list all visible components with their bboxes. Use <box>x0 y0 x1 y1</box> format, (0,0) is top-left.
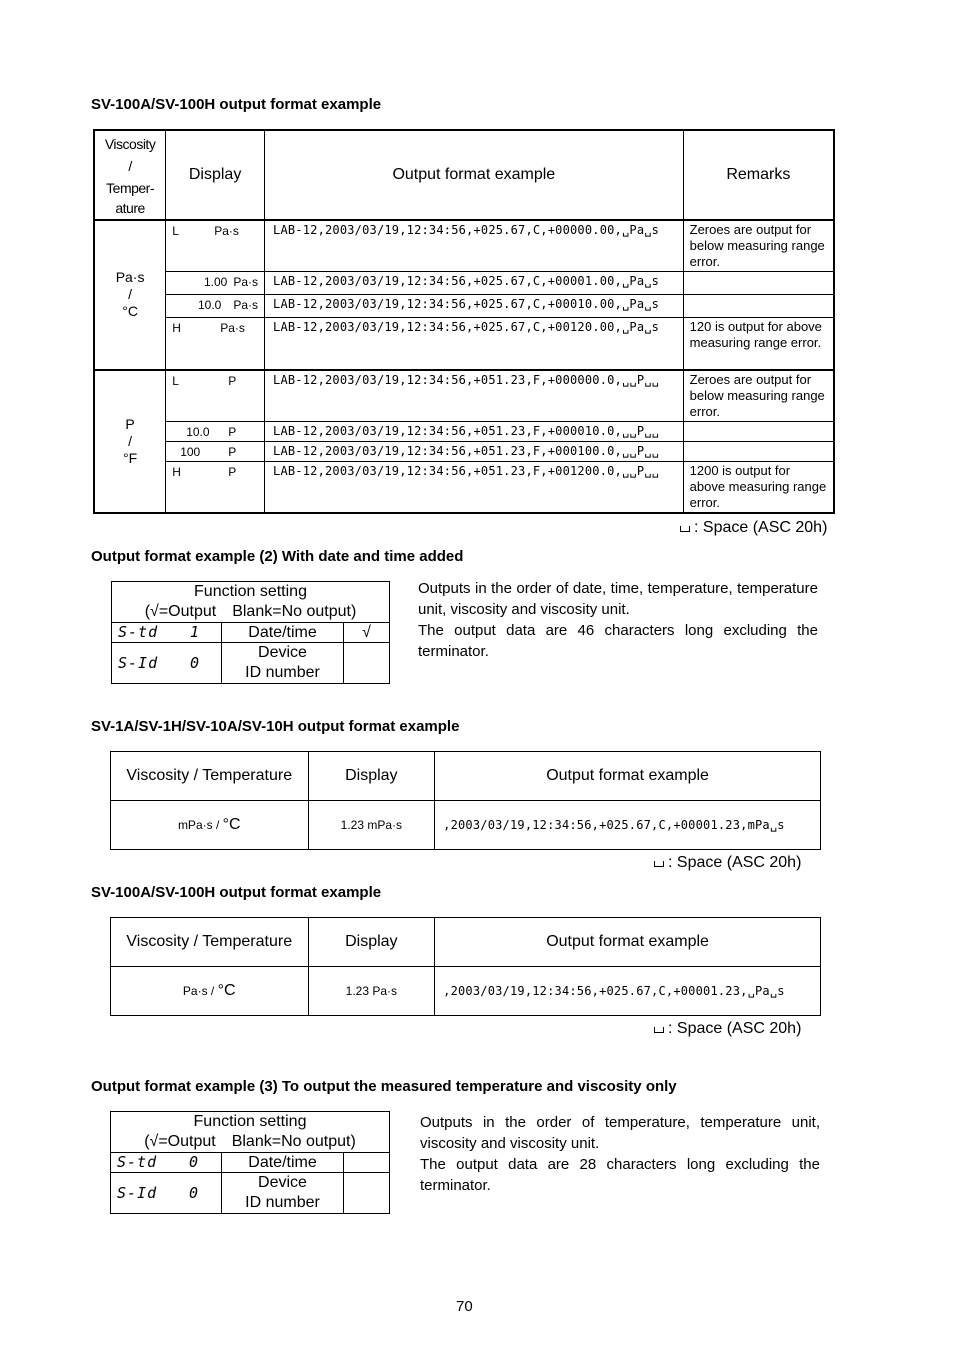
check-mark <box>344 1173 390 1214</box>
lcd-value: 0 <box>189 1183 200 1202</box>
table-row: Pa·s / °C L Pa·s LAB-12,2003/03/19,12:34:56,+025.67,C,+00000.00,␣Pa␣s Zeroes are output for below measuring range error. <box>94 220 834 272</box>
table-row: P / °F L P LAB-12,2003/03/19,12:34:56,+051.23,F,+000000.0,␣␣P␣␣ Zeroes are output for below measuring range error. <box>94 370 834 422</box>
lcd-code: S-td <box>117 1153 158 1171</box>
unit-cell-pa-s: Pa·s / °C <box>94 220 166 370</box>
remark <box>683 295 834 318</box>
lcd-value: 0 <box>189 1153 200 1171</box>
display-value: 1.23 Pa·s <box>308 967 435 1016</box>
unit-cell-p: P / °F <box>94 370 166 514</box>
table-row: H P LAB-12,2003/03/19,12:34:56,+051.23,F,+001200.0,␣␣P␣␣ 1200 is output for above measuring range error. <box>94 461 834 513</box>
header-output-format: Output format example <box>265 130 684 220</box>
section-title: Output format example (3) To output the measured temperature and viscosity only <box>91 1078 677 1095</box>
table-row: 10.0 Pa·s LAB-12,2003/03/19,12:34:56,+025.67,C,+00010.00,␣Pa␣s <box>94 295 834 318</box>
remark <box>683 441 834 461</box>
output-format-table-small <box>110 917 821 1016</box>
table-row: 10.0 P LAB-12,2003/03/19,12:34:56,+051.23,F,+000010.0,␣␣P␣␣ <box>94 421 834 441</box>
space-symbol-icon <box>680 526 690 532</box>
space-note: : Space (ASC 20h) <box>650 854 801 872</box>
lcd-value: 1 <box>190 623 201 641</box>
table-row <box>112 643 390 684</box>
lcd-code: S-td <box>118 623 159 641</box>
section-title: SV-100A/SV-100H output format example <box>91 96 382 113</box>
output-format-table-small <box>110 751 821 850</box>
table-row: 1.00 Pa·s LAB-12,2003/03/19,12:34:56,+025.67,C,+00001.00,␣Pa␣s <box>94 272 834 295</box>
function-setting-table <box>110 1111 390 1214</box>
section-title: SV-100A/SV-100H output format example <box>91 884 382 901</box>
table-row <box>111 967 821 1016</box>
output-format-table <box>93 129 835 514</box>
header-output-format: Output format example <box>435 752 821 801</box>
header-output-format: Output format example <box>435 918 821 967</box>
table-row <box>111 801 821 850</box>
setting-label: Date/time <box>222 1153 344 1173</box>
description: Outputs in the order of temperature, temperature unit, viscosity and viscosity unit. The output data are 28 characters long excluding the terminator. <box>420 1114 820 1194</box>
unit-cell: mPa·s / °C <box>111 801 309 850</box>
space-symbol-icon <box>654 1027 664 1033</box>
lcd-code: S-Id <box>118 653 159 672</box>
remark: 120 is output for above measuring range error. <box>683 318 834 370</box>
function-setting-header: Function setting (√=Output Blank=No output) <box>111 1112 390 1153</box>
space-note: : Space (ASC 20h) <box>650 1020 801 1038</box>
unit-cell: Pa·s / °C <box>111 967 309 1016</box>
output-example: LAB-12,2003/03/19,12:34:56,+025.67,C,+00000.00,␣Pa␣s <box>265 220 684 272</box>
table-row <box>112 623 390 643</box>
output-example: LAB-12,2003/03/19,12:34:56,+051.23,F,+000100.0,␣␣P␣␣ <box>265 441 684 461</box>
header-viscosity-temperature: Viscosity / Temperature <box>111 752 309 801</box>
setting-label: Device ID number <box>222 1173 344 1214</box>
space-note: : Space (ASC 20h) <box>676 519 827 537</box>
header-display: Display <box>308 752 435 801</box>
output-example: LAB-12,2003/03/19,12:34:56,+051.23,F,+000010.0,␣␣P␣␣ <box>265 421 684 441</box>
table-row: H Pa·s LAB-12,2003/03/19,12:34:56,+025.67,C,+00120.00,␣Pa␣s 120 is output for above measuring range error. <box>94 318 834 370</box>
space-symbol-icon <box>654 861 664 867</box>
header-display: Display <box>308 918 435 967</box>
output-example: ,2003/03/19,12:34:56,+025.67,C,+00001.23,␣Pa␣s <box>435 967 821 1016</box>
remark <box>683 272 834 295</box>
output-example: ,2003/03/19,12:34:56,+025.67,C,+00001.23,mPa␣s <box>435 801 821 850</box>
check-mark <box>344 1153 390 1173</box>
remark <box>683 421 834 441</box>
display-value: 1.23 mPa·s <box>308 801 435 850</box>
table-row: 100 P LAB-12,2003/03/19,12:34:56,+051.23,F,+000100.0,␣␣P␣␣ <box>94 441 834 461</box>
section-title: Output format example (2) With date and time added <box>91 548 464 565</box>
description: Outputs in the order of date, time, temperature, temperature unit, viscosity and viscosity unit. The output data are 46 characters long excluding the terminator. <box>418 580 818 660</box>
page-number: 70 <box>456 1298 473 1315</box>
remark: Zeroes are output for below measuring range error. <box>683 220 834 272</box>
lcd-code: S-Id <box>117 1183 158 1202</box>
header-remarks: Remarks <box>683 130 834 220</box>
remark: Zeroes are output for below measuring range error. <box>683 370 834 422</box>
output-example: LAB-12,2003/03/19,12:34:56,+025.67,C,+00001.00,␣Pa␣s <box>265 272 684 295</box>
output-example: LAB-12,2003/03/19,12:34:56,+051.23,F,+000000.0,␣␣P␣␣ <box>265 370 684 422</box>
header-display: Display <box>166 130 265 220</box>
function-setting-table <box>111 581 390 684</box>
output-example: LAB-12,2003/03/19,12:34:56,+025.67,C,+00010.00,␣Pa␣s <box>265 295 684 318</box>
header-viscosity-temperature: Viscosity / Temper- ature <box>94 130 166 220</box>
function-setting-header: Function setting (√=Output Blank=No output) <box>112 582 390 623</box>
header-viscosity-temperature: Viscosity / Temperature <box>111 918 309 967</box>
check-mark: √ <box>344 623 390 643</box>
setting-label: Device ID number <box>222 643 344 684</box>
section-title: SV-1A/SV-1H/SV-10A/SV-10H output format example <box>91 718 460 735</box>
remark: 1200 is output for above measuring range error. <box>683 461 834 513</box>
table-row <box>111 1173 390 1214</box>
output-example: LAB-12,2003/03/19,12:34:56,+051.23,F,+001200.0,␣␣P␣␣ <box>265 461 684 513</box>
lcd-value: 0 <box>190 653 201 672</box>
output-example: LAB-12,2003/03/19,12:34:56,+025.67,C,+00120.00,␣Pa␣s <box>265 318 684 370</box>
table-row <box>111 1153 390 1173</box>
check-mark <box>344 643 390 684</box>
setting-label: Date/time <box>222 623 344 643</box>
